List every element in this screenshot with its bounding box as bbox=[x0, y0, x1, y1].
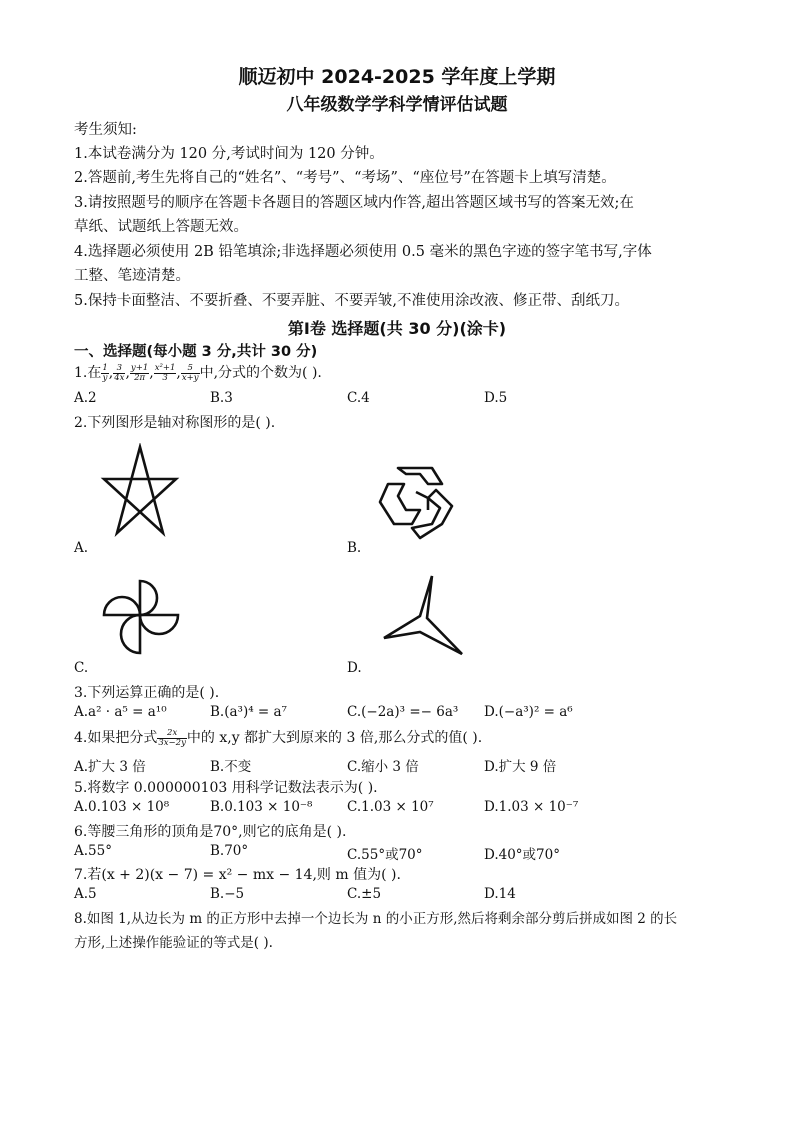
part-title: 一、选择题(每小题 3 分,共计 30 分) bbox=[74, 344, 318, 360]
interlocking-hexagon-icon bbox=[376, 462, 456, 544]
q3-option-c: C.(−2a)³ =− 6a³ bbox=[347, 704, 459, 720]
section-title: 第Ⅰ卷 选择题(共 30 分)(涂卡) bbox=[287, 319, 507, 338]
q3-option-b: B.(a³)⁴ = a⁷ bbox=[210, 704, 287, 720]
notice-item: 3.请按照题号的顺序在答题卡各题目的答题区域内作答,超出答题区域书写的答案无效;在 bbox=[74, 195, 634, 211]
q1-option-a: A.2 bbox=[74, 390, 97, 406]
q2-label-a: A. bbox=[74, 540, 89, 556]
question-7: 7.若(x + 2)(x − 7) = x² − mx − 14,则 m 值为( ). bbox=[74, 867, 401, 883]
q1-option-d: D.5 bbox=[484, 390, 508, 406]
q1-option-b: B.3 bbox=[210, 390, 233, 406]
question-3: 3.下列运算正确的是( ). bbox=[74, 685, 220, 701]
q1-suffix: 中,分式的个数为( ). bbox=[199, 365, 322, 381]
question-4 bbox=[74, 727, 482, 748]
notice-item: 工整、笔迹清楚。 bbox=[74, 268, 190, 284]
notice-item: 1.本试卷满分为 120 分,考试时间为 120 分钟。 bbox=[74, 146, 384, 162]
q4-frac: $\frac{2x}{3x-2y}$ bbox=[158, 727, 186, 748]
notice-item: 2.答题前,考生先将自己的“姓名”、“考号”、“考场”、“座位号”在答题卡上填写清楚。 bbox=[74, 170, 616, 186]
q1-prefix: 1.在 bbox=[74, 365, 102, 381]
q5-option-a: A.0.103 × 10⁸ bbox=[74, 799, 170, 815]
question-8-line-1: 8.如图 1,从边长为 m 的正方形中去掉一个边长为 n 的小正方形,然后将剩余部分剪后拼成如图 2 的长 bbox=[74, 911, 678, 927]
q7-option-c: C.±5 bbox=[347, 886, 382, 902]
q1-frac-4: $\frac{\text{x²+1}}{3}$ bbox=[154, 362, 176, 383]
q3-option-a: A.a² · a⁵ = a¹⁰ bbox=[74, 704, 167, 720]
q5-option-d: D.1.03 × 10⁻⁷ bbox=[484, 799, 579, 815]
q6-option-c: C.55°或70° bbox=[347, 847, 423, 863]
q4-prefix: 4.如果把分式 bbox=[74, 730, 158, 746]
question-1: 1.在 $\frac{1}{y}$ , $\frac{3}{4x}$ , $\frac{y+1}{2\pi}$ , $\frac{\text{x²+1}}{3}$ , $\frac{5}{x+y}$ 中,分式的个数为( ). bbox=[74, 362, 322, 383]
star-outline-icon bbox=[100, 443, 180, 539]
q4-option-a: A.扩大 3 倍 bbox=[74, 759, 146, 775]
q7-option-d: D.14 bbox=[484, 886, 516, 902]
q2-label-b: B. bbox=[347, 540, 362, 556]
pinwheel-icon bbox=[100, 575, 184, 659]
q5-option-b: B.0.103 × 10⁻⁸ bbox=[210, 799, 313, 815]
q1-option-c: C.4 bbox=[347, 390, 370, 406]
q1-frac-5: $\frac{5}{x+y}$ bbox=[181, 362, 199, 383]
q5-option-c: C.1.03 × 10⁷ bbox=[347, 799, 434, 815]
q6-option-a: A.55° bbox=[74, 843, 112, 859]
question-6: 6.等腰三角形的顶角是70°,则它的底角是( ). bbox=[74, 824, 347, 840]
q1-frac-1: $\frac{1}{y}$ bbox=[102, 362, 108, 383]
notice-item: 4.选择题必须使用 2B 铅笔填涂;非选择题必须使用 0.5 毫米的黑色字迹的签字笔书写,字体 bbox=[74, 244, 652, 260]
q4-option-c: C.缩小 3 倍 bbox=[347, 759, 419, 775]
q4-option-b: B.不变 bbox=[210, 759, 252, 775]
q7-option-b: B.−5 bbox=[210, 886, 245, 902]
q2-label-c: C. bbox=[74, 660, 89, 676]
q6-option-d: D.40°或70° bbox=[484, 847, 560, 863]
q3-option-d: D.(−a³)² = a⁶ bbox=[484, 704, 573, 720]
q1-frac-2: $\frac{3}{4x}$ bbox=[114, 362, 125, 383]
question-5: 5.将数字 0.000000103 用科学记数法表示为( ). bbox=[74, 780, 378, 796]
notice-item: 草纸、试题纸上答题无效。 bbox=[74, 219, 248, 235]
notice-item: 5.保持卡面整洁、不要折叠、不要弄脏、不要弄皱,不准使用涂改液、修正带、刮纸刀。 bbox=[74, 293, 629, 309]
q6-option-b: B.70° bbox=[210, 843, 249, 859]
exam-title: 顺迈初中 2024-2025 学年度上学期 bbox=[238, 66, 556, 88]
q4-option-d: D.扩大 9 倍 bbox=[484, 759, 557, 775]
q7-option-a: A.5 bbox=[74, 886, 97, 902]
exam-subtitle: 八年级数学学科学情评估试题 bbox=[286, 95, 508, 115]
three-pointed-star-icon bbox=[380, 572, 466, 658]
q4-suffix: 中的 x,y 都扩大到原来的 3 倍,那么分式的值( ). bbox=[186, 730, 483, 746]
question-8-line-2: 方形,上述操作能验证的等式是( ). bbox=[74, 935, 273, 951]
notice-heading: 考生须知: bbox=[74, 122, 137, 138]
q1-frac-3: $\frac{y+1}{2\pi}$ bbox=[130, 362, 149, 383]
question-2: 2.下列图形是轴对称图形的是( ). bbox=[74, 415, 276, 431]
q2-label-d: D. bbox=[347, 660, 362, 676]
